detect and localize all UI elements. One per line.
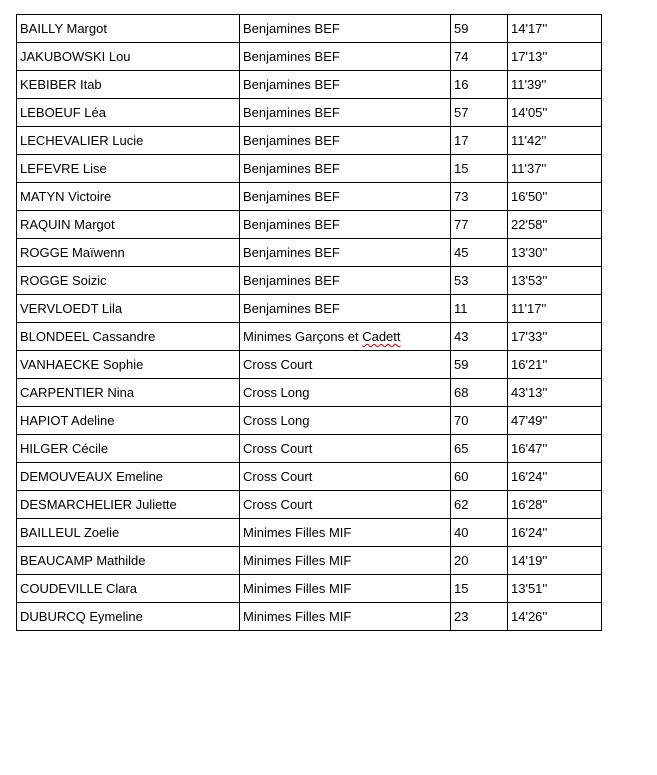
bib-number-cell: 45 bbox=[451, 239, 508, 267]
athlete-name-cell: BLONDEEL Cassandre bbox=[17, 323, 240, 351]
table-row bbox=[17, 71, 602, 99]
bib-number-cell: 65 bbox=[451, 435, 508, 463]
athlete-name-cell: MATYN Victoire bbox=[17, 183, 240, 211]
category-cell: Benjamines BEF bbox=[240, 15, 451, 43]
bib-number-cell: 40 bbox=[451, 519, 508, 547]
bib-number-cell: 59 bbox=[451, 351, 508, 379]
athlete-name-cell: HILGER Cécile bbox=[17, 435, 240, 463]
category-cell: Minimes Filles MIF bbox=[240, 519, 451, 547]
category-cell: Minimes Filles MIF bbox=[240, 575, 451, 603]
athlete-name-cell: DEMOUVEAUX Emeline bbox=[17, 463, 240, 491]
table-row bbox=[17, 127, 602, 155]
category-cell: Benjamines BEF bbox=[240, 43, 451, 71]
category-cell: Benjamines BEF bbox=[240, 99, 451, 127]
category-cell: Cross Court bbox=[240, 463, 451, 491]
bib-number-cell: 15 bbox=[451, 155, 508, 183]
category-cell: Benjamines BEF bbox=[240, 267, 451, 295]
category-cell: Cross Long bbox=[240, 379, 451, 407]
time-cell: 16'47'' bbox=[508, 435, 602, 463]
athlete-name-cell: BAILLY Margot bbox=[17, 15, 240, 43]
time-cell: 47'49'' bbox=[508, 407, 602, 435]
table-row bbox=[17, 211, 602, 239]
time-cell: 43'13'' bbox=[508, 379, 602, 407]
table-row bbox=[17, 603, 602, 631]
time-cell: 17'13'' bbox=[508, 43, 602, 71]
category-cell: Minimes Garçons et Cadett bbox=[240, 323, 451, 351]
table-row bbox=[17, 435, 602, 463]
bib-number-cell: 70 bbox=[451, 407, 508, 435]
athlete-name-cell: HAPIOT Adeline bbox=[17, 407, 240, 435]
spellcheck-flagged-word: Cadett bbox=[362, 329, 401, 344]
time-cell: 16'24'' bbox=[508, 463, 602, 491]
category-cell: Cross Court bbox=[240, 351, 451, 379]
category-cell: Benjamines BEF bbox=[240, 183, 451, 211]
category-cell: Benjamines BEF bbox=[240, 71, 451, 99]
results-table-container bbox=[16, 14, 601, 631]
athlete-name-cell: JAKUBOWSKI Lou bbox=[17, 43, 240, 71]
bib-number-cell: 53 bbox=[451, 267, 508, 295]
bib-number-cell: 74 bbox=[451, 43, 508, 71]
bib-number-cell: 43 bbox=[451, 323, 508, 351]
category-cell: Benjamines BEF bbox=[240, 239, 451, 267]
time-cell: 14'19'' bbox=[508, 547, 602, 575]
bib-number-cell: 23 bbox=[451, 603, 508, 631]
time-cell: 16'28'' bbox=[508, 491, 602, 519]
time-cell: 11'42'' bbox=[508, 127, 602, 155]
table-row bbox=[17, 295, 602, 323]
bib-number-cell: 16 bbox=[451, 71, 508, 99]
athlete-name-cell: VANHAECKE Sophie bbox=[17, 351, 240, 379]
athlete-name-cell: DUBURCQ Eymeline bbox=[17, 603, 240, 631]
table-row bbox=[17, 463, 602, 491]
bib-number-cell: 77 bbox=[451, 211, 508, 239]
table-row bbox=[17, 183, 602, 211]
time-cell: 16'24'' bbox=[508, 519, 602, 547]
athlete-name-cell: KEBIBER Itab bbox=[17, 71, 240, 99]
athlete-name-cell: LECHEVALIER Lucie bbox=[17, 127, 240, 155]
time-cell: 13'53'' bbox=[508, 267, 602, 295]
time-cell: 14'17'' bbox=[508, 15, 602, 43]
bib-number-cell: 57 bbox=[451, 99, 508, 127]
table-row bbox=[17, 15, 602, 43]
athlete-name-cell: BAILLEUL Zoelie bbox=[17, 519, 240, 547]
table-row bbox=[17, 323, 602, 351]
table-row bbox=[17, 239, 602, 267]
athlete-name-cell: DESMARCHELIER Juliette bbox=[17, 491, 240, 519]
results-table bbox=[16, 14, 602, 631]
category-cell: Benjamines BEF bbox=[240, 155, 451, 183]
athlete-name-cell: LEFEVRE Lise bbox=[17, 155, 240, 183]
time-cell: 11'17'' bbox=[508, 295, 602, 323]
bib-number-cell: 68 bbox=[451, 379, 508, 407]
bib-number-cell: 73 bbox=[451, 183, 508, 211]
athlete-name-cell: ROGGE Maïwenn bbox=[17, 239, 240, 267]
bib-number-cell: 59 bbox=[451, 15, 508, 43]
results-table-body bbox=[17, 15, 602, 631]
time-cell: 13'30'' bbox=[508, 239, 602, 267]
bib-number-cell: 60 bbox=[451, 463, 508, 491]
category-cell: Minimes Filles MIF bbox=[240, 547, 451, 575]
category-cell: Benjamines BEF bbox=[240, 295, 451, 323]
table-row bbox=[17, 407, 602, 435]
table-row bbox=[17, 155, 602, 183]
athlete-name-cell: BEAUCAMP Mathilde bbox=[17, 547, 240, 575]
time-cell: 22'58'' bbox=[508, 211, 602, 239]
time-cell: 14'26'' bbox=[508, 603, 602, 631]
time-cell: 14'05'' bbox=[508, 99, 602, 127]
table-row bbox=[17, 351, 602, 379]
bib-number-cell: 17 bbox=[451, 127, 508, 155]
bib-number-cell: 62 bbox=[451, 491, 508, 519]
table-row bbox=[17, 99, 602, 127]
time-cell: 17'33'' bbox=[508, 323, 602, 351]
category-cell: Cross Long bbox=[240, 407, 451, 435]
athlete-name-cell: VERVLOEDT Lila bbox=[17, 295, 240, 323]
category-cell: Benjamines BEF bbox=[240, 127, 451, 155]
category-cell: Benjamines BEF bbox=[240, 211, 451, 239]
bib-number-cell: 15 bbox=[451, 575, 508, 603]
time-cell: 11'37'' bbox=[508, 155, 602, 183]
athlete-name-cell: RAQUIN Margot bbox=[17, 211, 240, 239]
athlete-name-cell: CARPENTIER Nina bbox=[17, 379, 240, 407]
table-row bbox=[17, 491, 602, 519]
table-row bbox=[17, 519, 602, 547]
bib-number-cell: 20 bbox=[451, 547, 508, 575]
time-cell: 16'50'' bbox=[508, 183, 602, 211]
time-cell: 11'39'' bbox=[508, 71, 602, 99]
table-row bbox=[17, 43, 602, 71]
bib-number-cell: 11 bbox=[451, 295, 508, 323]
athlete-name-cell: LEBOEUF Léa bbox=[17, 99, 240, 127]
table-row bbox=[17, 267, 602, 295]
table-row bbox=[17, 575, 602, 603]
category-cell: Cross Court bbox=[240, 491, 451, 519]
time-cell: 16'21'' bbox=[508, 351, 602, 379]
time-cell: 13'51'' bbox=[508, 575, 602, 603]
athlete-name-cell: ROGGE Soizic bbox=[17, 267, 240, 295]
category-cell: Cross Court bbox=[240, 435, 451, 463]
category-cell: Minimes Filles MIF bbox=[240, 603, 451, 631]
table-row bbox=[17, 379, 602, 407]
athlete-name-cell: COUDEVILLE Clara bbox=[17, 575, 240, 603]
table-row bbox=[17, 547, 602, 575]
